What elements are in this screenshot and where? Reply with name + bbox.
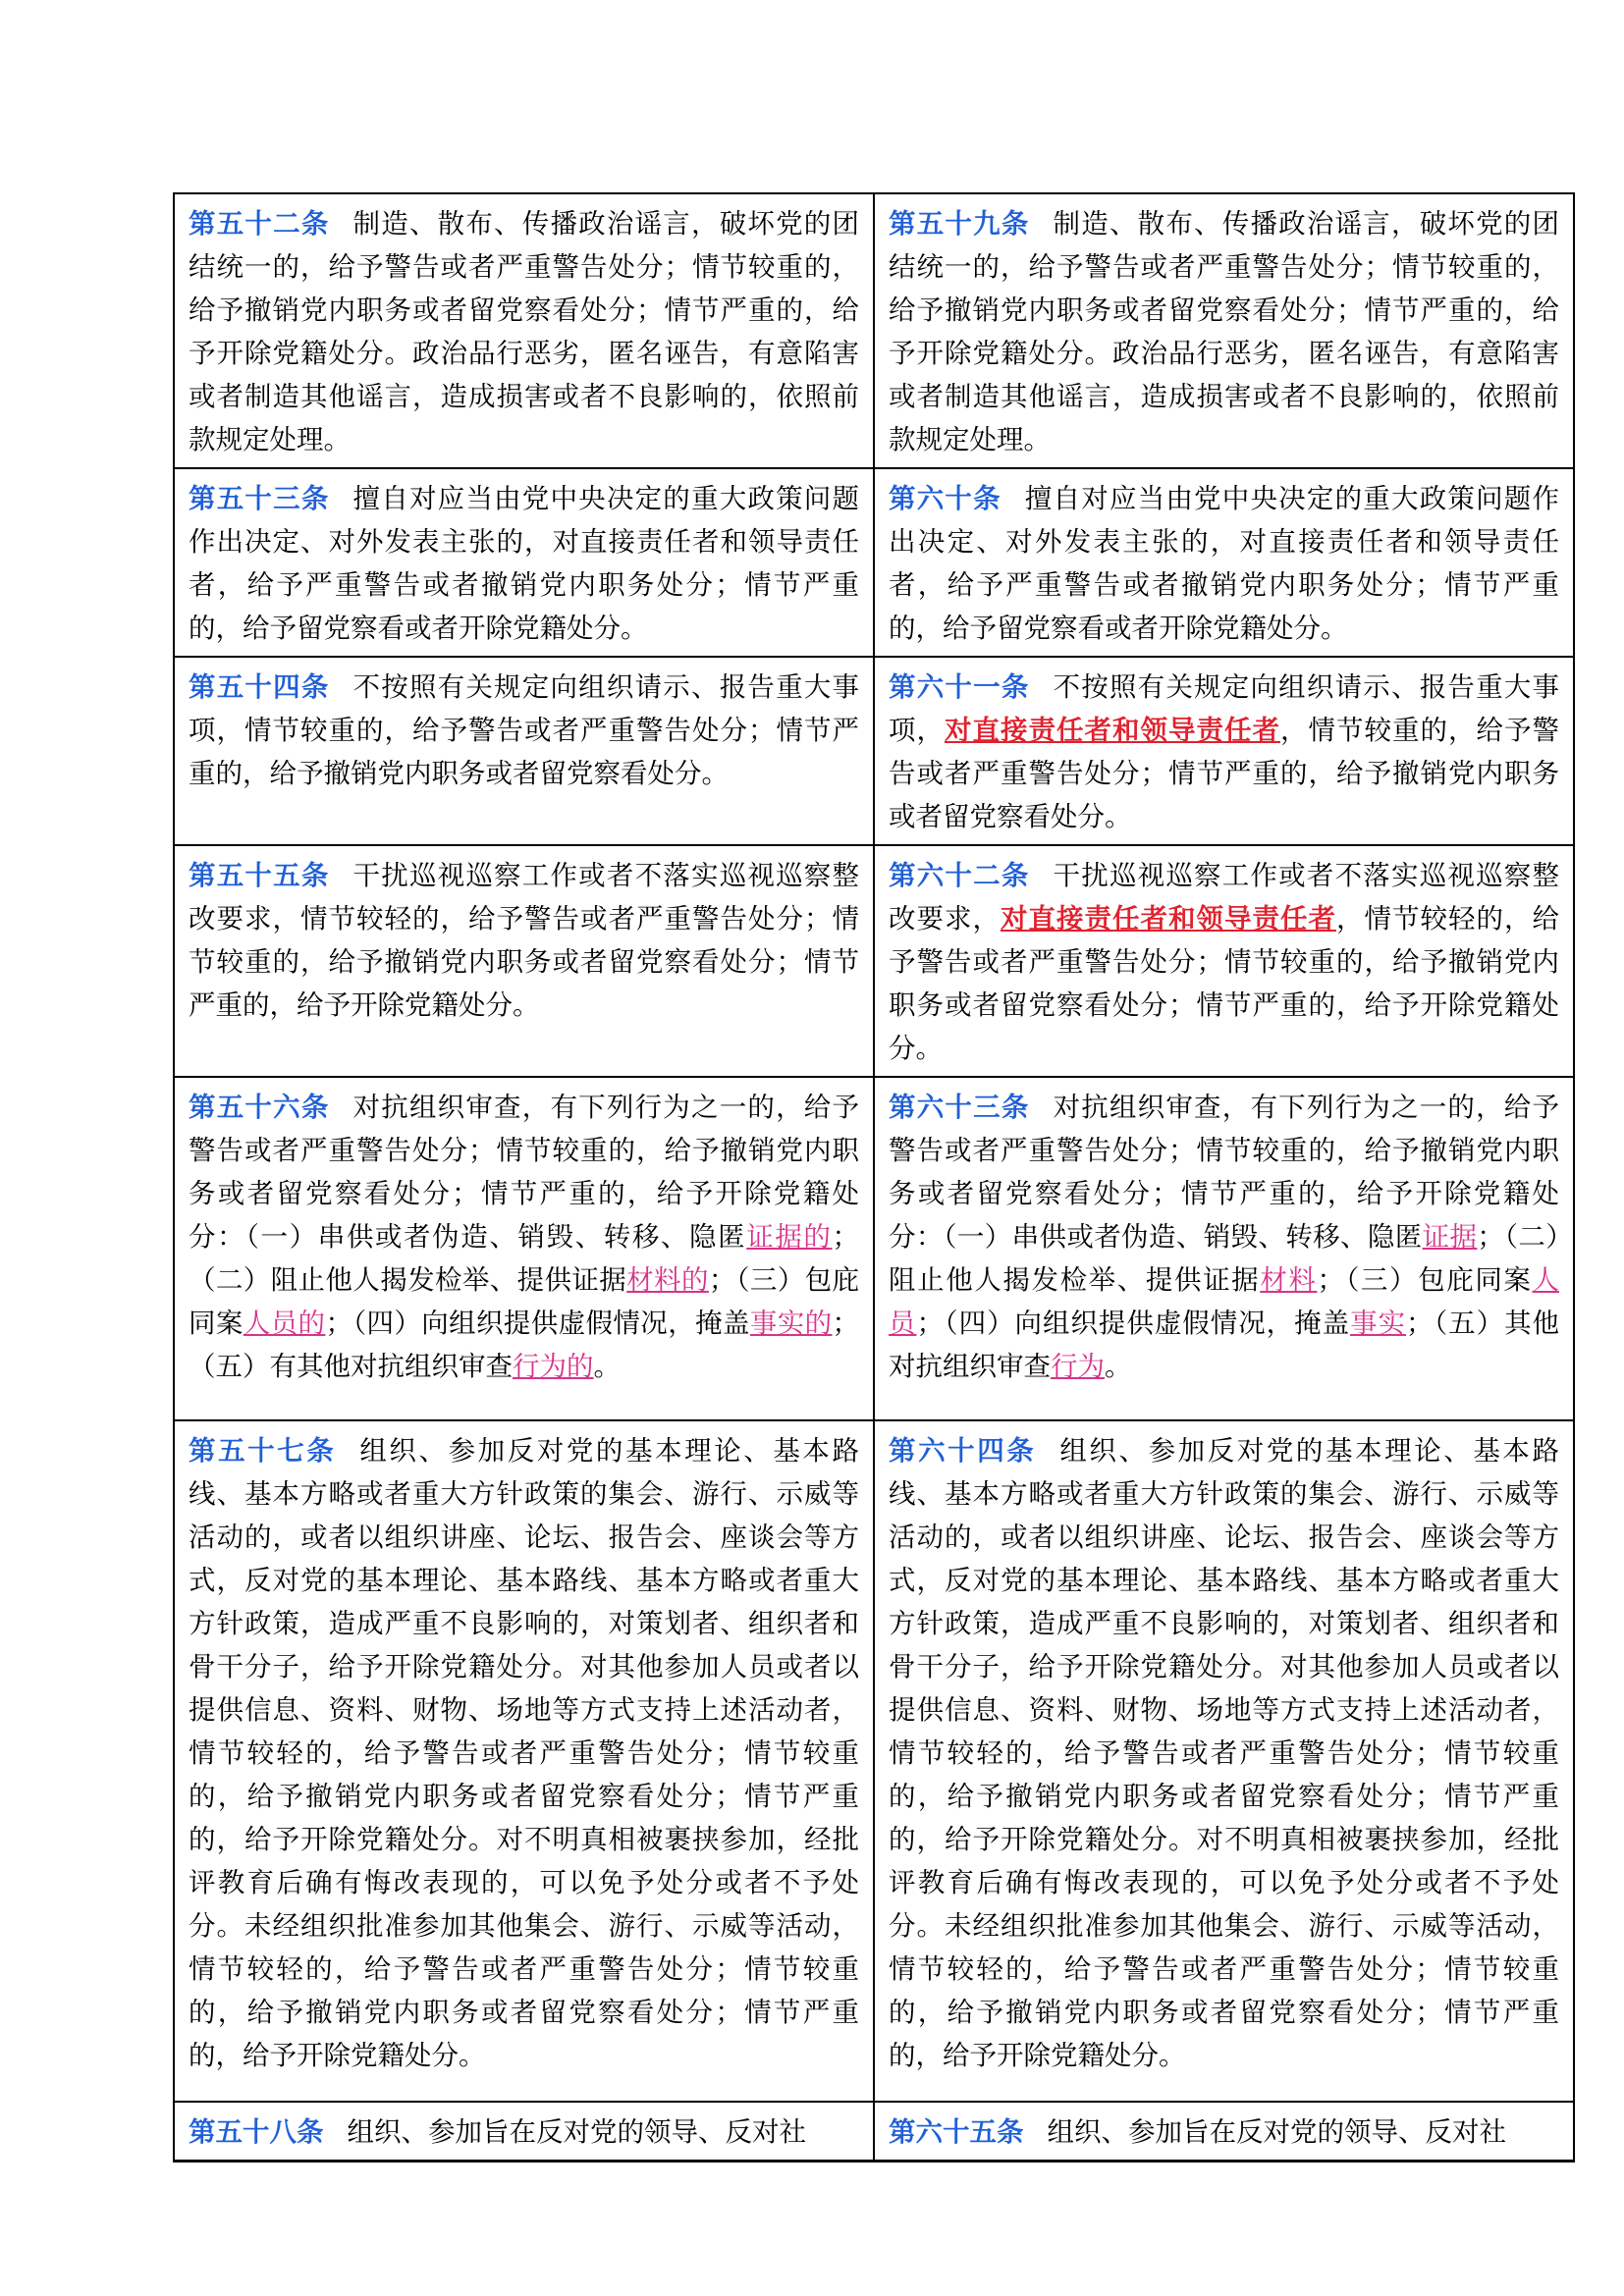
article-number: 第六十三条 [889,1092,1030,1123]
changed-word: 行为 [1051,1351,1105,1382]
table-row [174,468,1574,657]
article-text: ，情节较重的，给予警告或者严重警告处分；情节严重的，给予撤销党内职务或者留党察看处分。 [889,715,1559,832]
table-row [174,1420,1574,2102]
article-text: ；（五）其他对抗组织审查 [889,1308,1560,1382]
table-row [174,657,1574,845]
table-row [174,845,1574,1077]
article-number: 第六十二条 [889,860,1030,891]
new-article-cell [874,468,1574,657]
table-row [174,193,1574,468]
article-number: 第五十二条 [189,208,330,240]
changed-word: 事实的 [749,1308,833,1339]
changed-word: 证据的 [746,1221,833,1253]
article-text: 不按照有关规定向组织请示、报告重大事项，情节较重的，给予警告或者严重警告处分；情节严重的，给予撤销党内职务或者留党察看处分。 [189,671,860,789]
article-text: 不按照有关规定向组织请示、报告重大事项， [889,671,1560,746]
article-number: 第六十四条 [889,1435,1037,1467]
article-number: 第五十六条 [189,1092,330,1123]
changed-word: 证据 [1422,1221,1478,1253]
article-text: 对抗组织审查，有下列行为之一的，给予警告或者严重警告处分；情节较重的，给予撤销党内职务或者留党察看处分；情节严重的，给予开除党籍处分：（一）串供或者伪造、销毁、转移、隐匿 [889,1092,1560,1253]
table-row [174,1077,1574,1420]
changed-word: 材料 [1260,1264,1318,1296]
article-text: 擅自对应当由党中央决定的重大政策问题作出决定、对外发表主张的，对直接责任者和领导责任者，给予严重警告或者撤销党内职务处分；情节严重的，给予留党察看或者开除党籍处分。 [189,483,860,644]
new-article-cell [874,657,1574,845]
article-text: 组织、参加反对党的基本理论、基本路线、基本方略或者重大方针政策的集会、游行、示威等活动的，或者以组织讲座、论坛、报告会、座谈会等方式，反对党的基本理论、基本路线、基本方略或者重大方针政策，造成严重不良影响的，对策划者、组织者和骨干分子，给予开除党籍处分。对其他参加人员或者以提供信息、资料、财物、场地等方式支持上述活动者，情节较轻的，给予警告或者严重警告处分；情节较重的，给予撤销党内职务或者留党察看处分；情节严重的，给予开除党籍处分。对不明真相被裹挟参加，经批评教育后确有悔改表现的，可以免予处分或者不予处分。未经组织批准参加其他集会、游行、示威等活动，情节较轻的，给予警告或者严重警告处分；情节较重的，给予撤销党内职务或者留党察看处分；情节严重的，给予开除党籍处分。 [889,1435,1560,2071]
article-text: ；（三）包庇同案 [1317,1264,1533,1296]
article-text: 干扰巡视巡察工作或者不落实巡视巡察整改要求，情节较轻的，给予警告或者严重警告处分；情节较重的，给予撤销党内职务或者留党察看处分；情节严重的，给予开除党籍处分。 [189,860,860,1021]
article-text: ；（二）阻止他人揭发检举、提供证据 [189,1221,860,1296]
changed-word: 材料的 [626,1264,709,1296]
article-number: 第五十七条 [189,1435,337,1467]
old-article-cell [174,193,874,468]
article-text: 组织、参加旨在反对党的领导、反对社 [1047,2116,1506,2148]
article-text: ；（五）有其他对抗组织审查 [189,1308,860,1382]
article-text: ；（三）包庇同案 [189,1264,860,1339]
article-text: 制造、散布、传播政治谣言，破坏党的团结统一的，给予警告或者严重警告处分；情节较重的，给予撤销党内职务或者留党察看处分；情节严重的，给予开除党籍处分。政治品行恶劣，匿名诬告，有意陷害或者制造其他谣言，造成损害或者不良影响的，依照前款规定处理。 [889,208,1560,455]
article-number: 第六十五条 [889,2116,1024,2148]
highlighted-revision: 对直接责任者和领导责任者 [945,715,1280,746]
highlighted-revision: 对直接责任者和领导责任者 [1001,903,1336,934]
changed-word: 行为的 [513,1351,594,1382]
new-article-cell [874,845,1574,1077]
old-article-cell [174,657,874,845]
article-number: 第五十八条 [189,2116,324,2148]
article-text: ；（二）阻止他人揭发检举、提供证据 [889,1221,1560,1296]
changed-word: 事实 [1350,1308,1406,1339]
article-text: 对抗组织审查，有下列行为之一的，给予警告或者严重警告处分；情节较重的，给予撤销党内职务或者留党察看处分；情节严重的，给予开除党籍处分：（一）串供或者伪造、销毁、转移、隐匿 [189,1092,860,1253]
article-text: 干扰巡视巡察工作或者不落实巡视巡察整改要求， [889,860,1560,934]
article-number: 第六十条 [889,483,1001,514]
table-row [174,2102,1574,2162]
article-number: 第五十三条 [189,483,330,514]
new-article-cell [874,1420,1574,2102]
old-article-cell [174,1420,874,2102]
old-article-cell [174,2102,874,2162]
article-text: 组织、参加反对党的基本理论、基本路线、基本方略或者重大方针政策的集会、游行、示威等活动的，或者以组织讲座、论坛、报告会、座谈会等方式，反对党的基本理论、基本路线、基本方略或者重大方针政策，造成严重不良影响的，对策划者、组织者和骨干分子，给予开除党籍处分。对其他参加人员或者以提供信息、资料、财物、场地等方式支持上述活动者，情节较轻的，给予警告或者严重警告处分；情节较重的，给予撤销党内职务或者留党察看处分；情节严重的，给予开除党籍处分。对不明真相被裹挟参加，经批评教育后确有悔改表现的，可以免予处分或者不予处分。未经组织批准参加其他集会、游行、示威等活动，情节较轻的，给予警告或者严重警告处分；情节较重的，给予撤销党内职务或者留党察看处分；情节严重的，给予开除党籍处分。 [189,1435,860,2071]
article-number: 第六十一条 [889,671,1030,703]
old-article-cell [174,1077,874,1420]
article-number: 第五十五条 [189,860,330,891]
new-article-cell [874,1077,1574,1420]
article-text: 。 [1105,1351,1132,1382]
new-article-cell [874,193,1574,468]
changed-word: 人员的 [243,1308,326,1339]
article-text: ，情节较轻的，给予警告或者严重警告处分；情节较重的，给予撤销党内职务或者留党察看处分；情节严重的，给予开除党籍处分。 [889,903,1559,1064]
article-text: 制造、散布、传播政治谣言，破坏党的团结统一的，给予警告或者严重警告处分；情节较重的，给予撤销党内职务或者留党察看处分；情节严重的，给予开除党籍处分。政治品行恶劣，匿名诬告，有意陷害或者制造其他谣言，造成损害或者不良影响的，依照前款规定处理。 [189,208,860,455]
changed-word: 人员 [889,1264,1560,1339]
new-article-cell [874,2102,1574,2162]
article-text: 擅自对应当由党中央决定的重大政策问题作出决定、对外发表主张的，对直接责任者和领导责任者，给予严重警告或者撤销党内职务处分；情节严重的，给予留党察看或者开除党籍处分。 [889,483,1560,644]
article-text: 。 [593,1351,621,1382]
article-number: 第五十四条 [189,671,330,703]
comparison-table [173,192,1575,2163]
article-number: 第五十九条 [889,208,1030,240]
article-text: ；（四）向组织提供虚假情况，掩盖 [916,1308,1351,1339]
article-text: ；（四）向组织提供虚假情况，掩盖 [325,1308,750,1339]
old-article-cell [174,845,874,1077]
old-article-cell [174,468,874,657]
article-text: 组织、参加旨在反对党的领导、反对社 [347,2116,806,2148]
